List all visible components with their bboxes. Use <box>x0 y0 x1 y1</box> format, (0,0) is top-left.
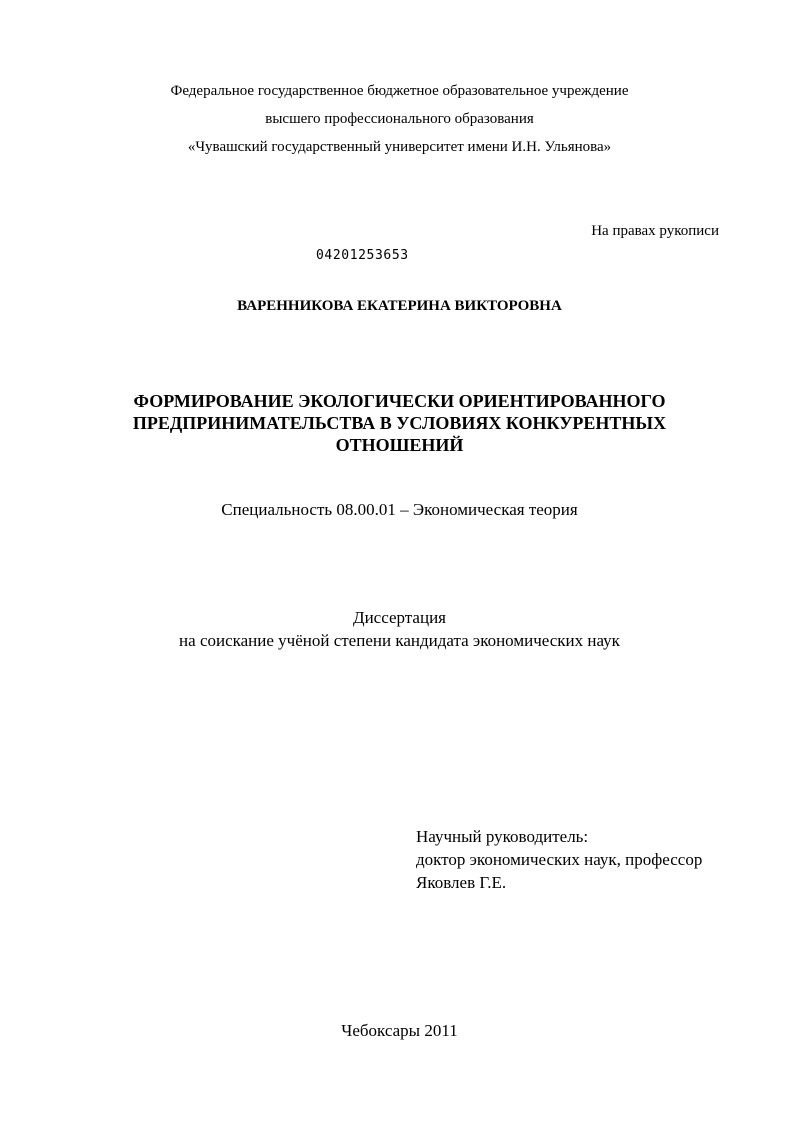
institution-line-2: высшего профессионального образования <box>265 111 534 127</box>
supervisor-label: Научный руководитель: <box>416 827 589 846</box>
institution-line-1: Федеральное государственное бюджетное образовательное учреждение <box>170 83 629 99</box>
supervisor-degree: доктор экономических наук, профессор <box>416 850 703 869</box>
author-name: ВАРЕННИКОВА ЕКАТЕРИНА ВИКТОРОВНА <box>237 298 562 314</box>
title-line-3: ОТНОШЕНИЙ <box>335 435 464 455</box>
city-year: Чебоксары 2011 <box>341 1021 458 1040</box>
title-line-1: ФОРМИРОВАНИЕ ЭКОЛОГИЧЕСКИ ОРИЕНТИРОВАННОГО <box>133 391 666 411</box>
title-line-2: ПРЕДПРИНИМАТЕЛЬСТВА В УСЛОВИЯХ КОНКУРЕНТНЫХ <box>132 413 667 433</box>
specialty: Специальность 08.00.01 – Экономическая теория <box>221 500 578 519</box>
dissertation-degree: на соискание учёной степени кандидата экономических наук <box>179 631 620 650</box>
document-number: 04201253653 <box>316 248 409 263</box>
supervisor-name: Яковлев Г.Е. <box>416 873 507 892</box>
institution-line-3: «Чувашский государственный университет имени И.Н. Ульянова» <box>187 139 612 155</box>
dissertation-label: Диссертация <box>352 608 446 627</box>
rights-note: На правах рукописи <box>591 223 719 239</box>
